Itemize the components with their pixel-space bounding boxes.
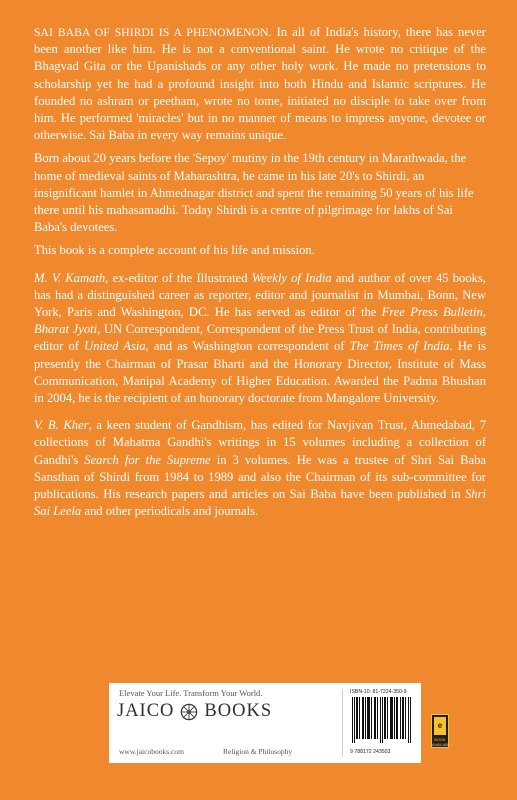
ebook-badge bbox=[431, 714, 453, 748]
intro-lead: SAI BABA OF SHIRDI IS A PHENOMENON. bbox=[34, 26, 272, 39]
publisher-url[interactable]: www.jaicobooks.com bbox=[119, 747, 184, 756]
logo-word-right: BOOKS bbox=[204, 701, 273, 721]
author-bio-kher: V. B. Kher, a keen student of Gandhism, has edited for Navjivan Trust, Ahmedabad, 7 collections of Mahatma Gandhi's writings in 15 volumes including a collection of Gandhi's Search for the Supreme in 3 volumes. He was a trustee of Shri Sai Baba Sansthan of Shirdi from 1984 to 1989 and also the Chairman of its sub-committee for publications. His research papers and articles on Sai Baba have been published in Shri Sai Leela and other periodicals and journals. bbox=[34, 418, 486, 519]
intro-p1-text: In all of India's history, there has never been another like him. He is not a conventional saint. He wrote no critique of the Bhagvad Gita or the Upanishads or any other holy work. He made no pretensions to scholarship yet he had a profound insight into both Hindu and Islamic scriptures. He founded no ashram or peetham, wrote no tome, initiated no disciple to take over from him. He performed 'miracles' but in no manner of means to impress anyone, devotee or otherwise. Sai Baba in every way remains unique. bbox=[34, 25, 486, 143]
author-name: V. B. Kher bbox=[34, 418, 89, 433]
dharma-wheel-icon bbox=[180, 703, 198, 721]
intro-paragraph-1 bbox=[34, 24, 486, 144]
intro-paragraph-2: Born about 20 years before the 'Sepoy' mutiny in the 19th century in Marathwada, the home of medieval saints of Maharashtra, he came in his late 20's to Shirdi, an insignificant hamlet in Ahmednagar district and spent the remaining 50 years of his life there until his mahasamadhi. Today Shirdi is a centre of pilgrimage for lakhs of Sai Baba's devotees. bbox=[34, 151, 474, 235]
publisher-logo bbox=[117, 701, 272, 722]
publisher-panel bbox=[109, 683, 421, 763]
book-category: Religion & Philosophy bbox=[223, 747, 293, 756]
barcode-block bbox=[350, 689, 414, 759]
intro-paragraph-3: This book is a complete account of his life and mission. bbox=[34, 243, 315, 258]
isbn-text: ISBN-10: 81-7224-350-9 bbox=[350, 689, 407, 695]
back-cover-text bbox=[34, 24, 486, 526]
barcode-icon bbox=[350, 697, 412, 743]
author-bio-kamath: M. V. Kamath, ex-editor of the Illustrated Weekly of India and author of over 45 books, has had a distinguished career as reporter, editor and journalist in Mumbai, Bonn, New York, Paris and Washington, DC. He has served as editor of the Free Press Bulletin, Bharat Jyoti, UN Correspondent, Correspondent of the Press Trust of India, contributing editor of United Asia, and as Washington correspondent of The Times of India. He is presently the Chairman of Prasar Bharti and the Honorary Director, Institute of Mass Communication, Manipal Academy of Higher Education. Awarded the Padma Bhushan in 2004, he is the recipient of an honorary doctorate from Mangalore University. bbox=[34, 270, 487, 406]
publisher-tagline: Elevate Your Life. Transform Your World. bbox=[119, 688, 263, 698]
divider bbox=[342, 689, 343, 757]
logo-word-left: JAICO bbox=[117, 701, 175, 721]
ebook-icon: e bbox=[434, 717, 446, 735]
barcode-number: 9 788172 243503 bbox=[350, 749, 391, 755]
author-name: M. V. Kamath bbox=[34, 270, 106, 285]
ebook-label: BOOK AVAILABLE bbox=[432, 737, 453, 747]
